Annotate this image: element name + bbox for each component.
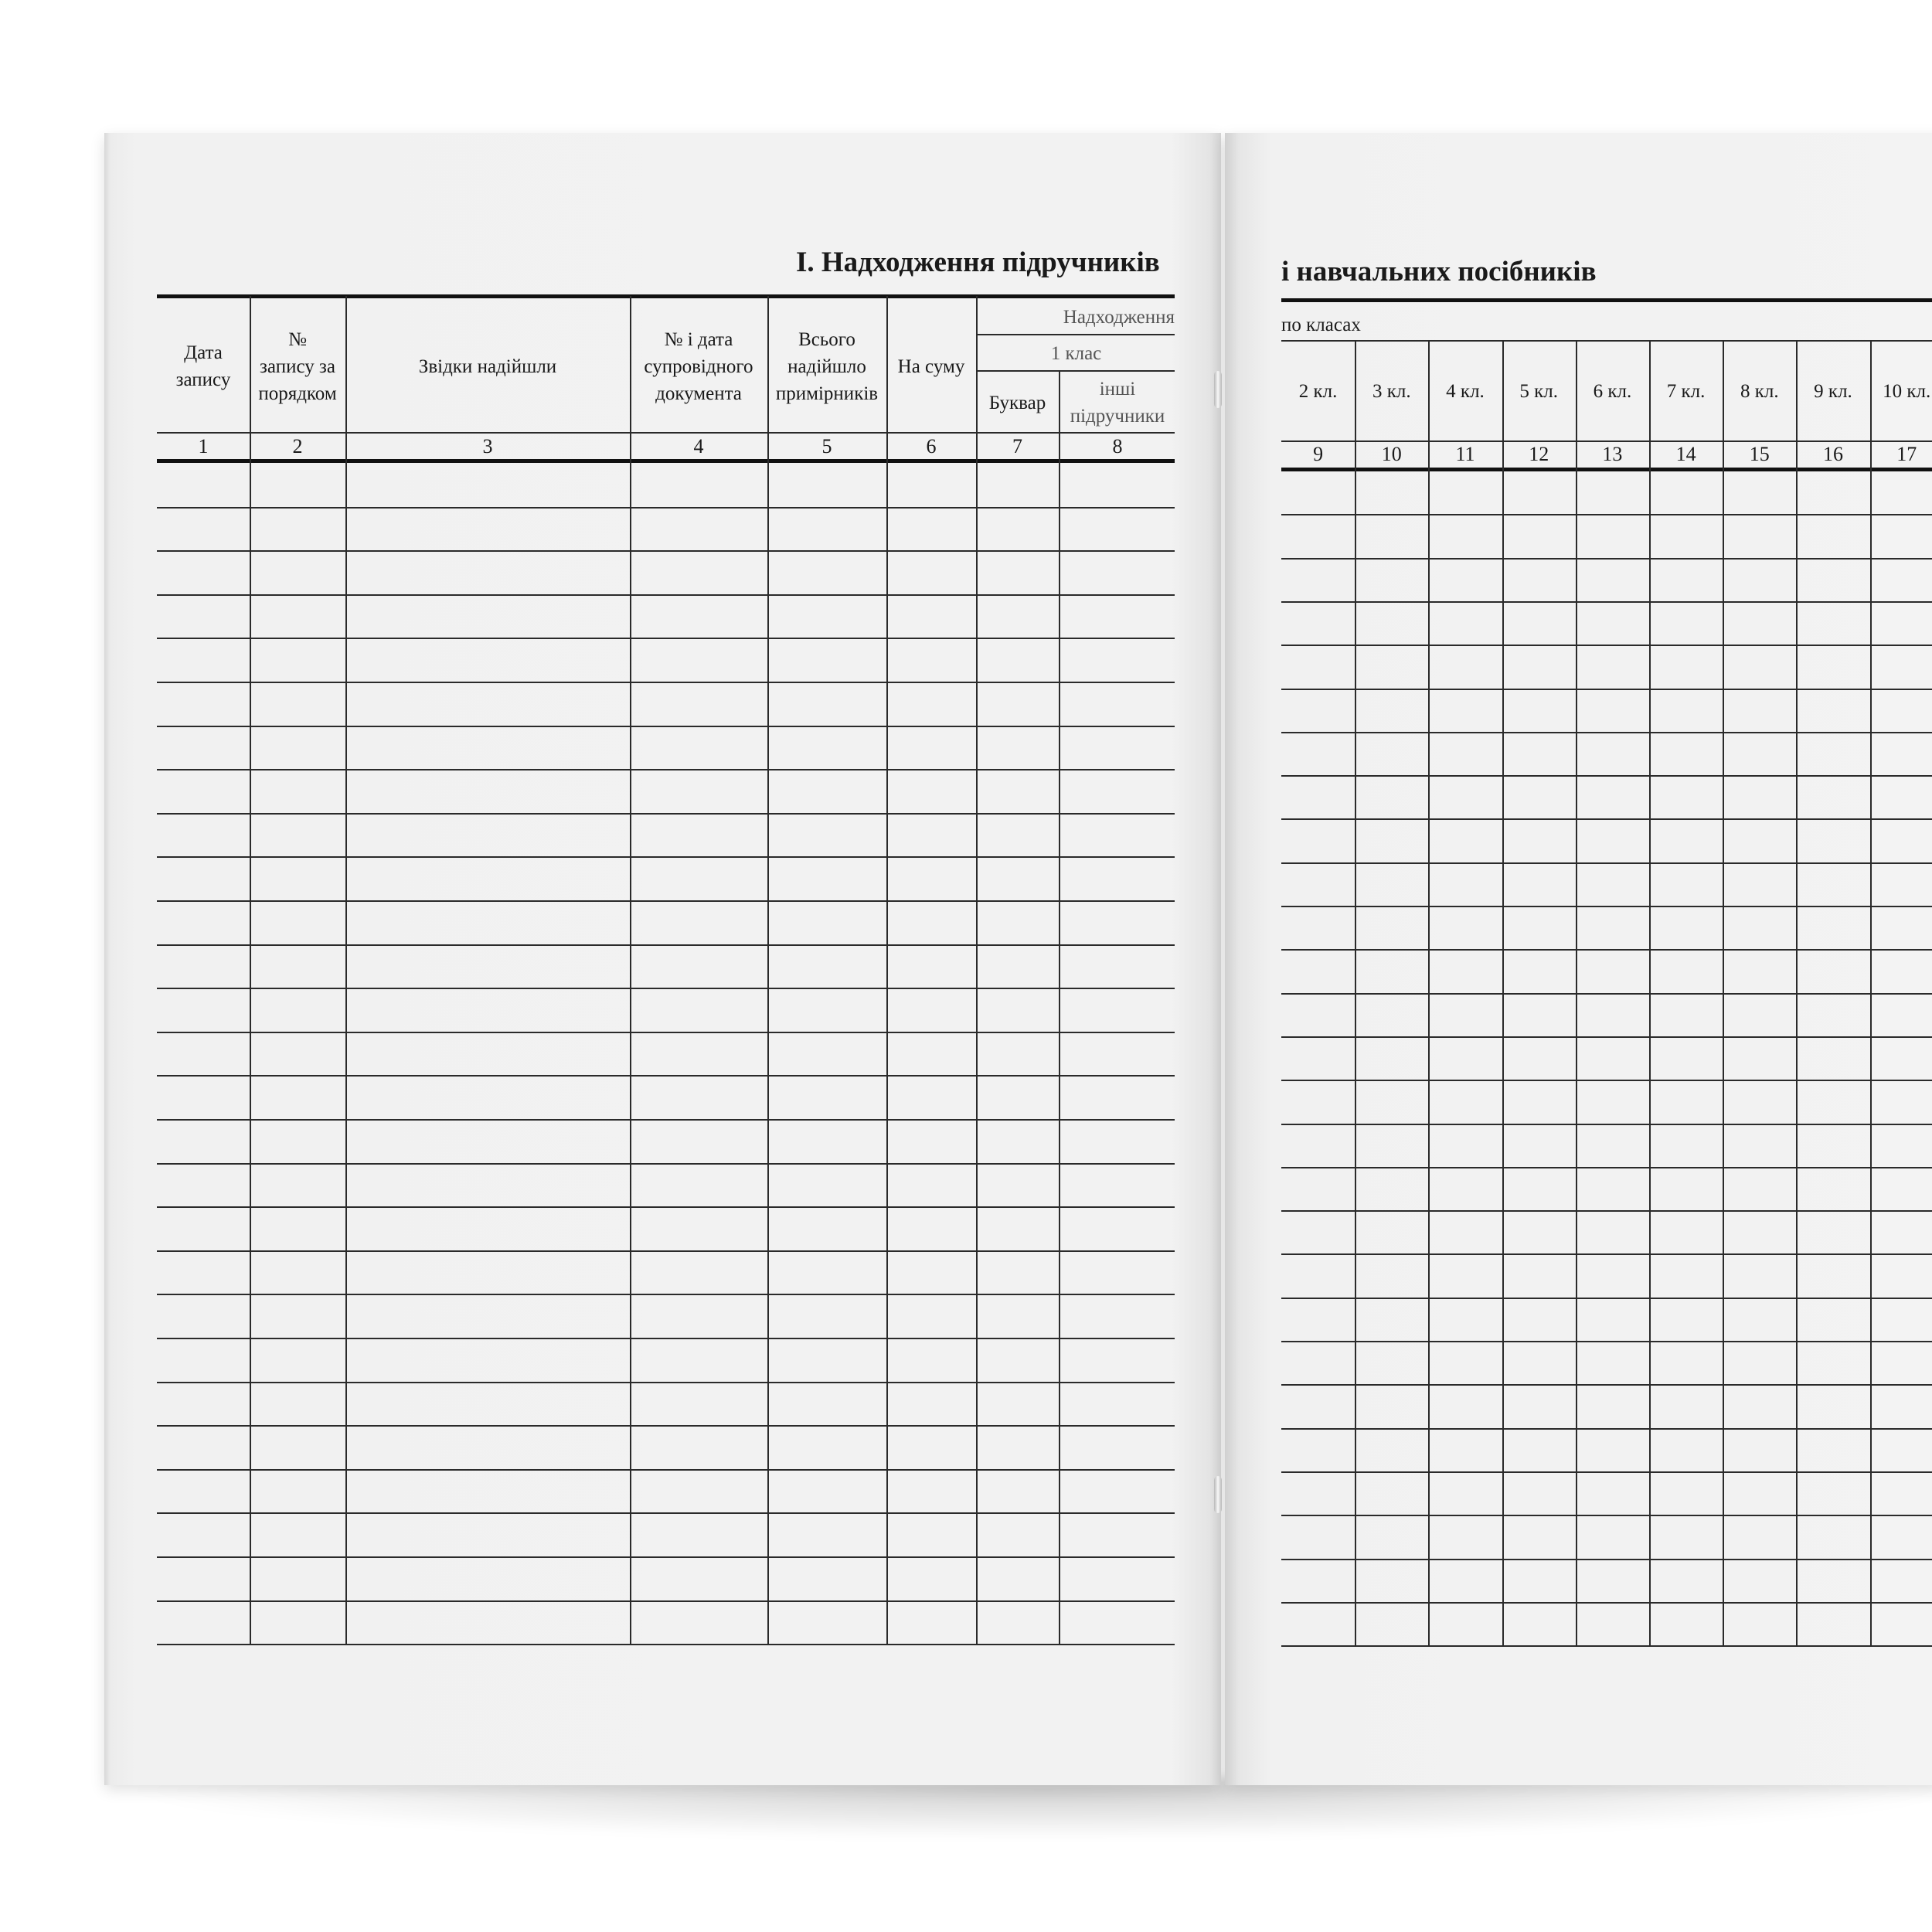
column-rule	[767, 296, 769, 1644]
subgroup-header-grade1: 1 клас	[1050, 342, 1102, 364]
col-header-grade: 5 кл.	[1519, 380, 1558, 402]
col-header-grade: 8 кл.	[1740, 380, 1779, 402]
col-header-grade: 2 кл.	[1298, 380, 1338, 402]
row-rule	[1281, 645, 1932, 646]
row-rule	[157, 900, 1175, 902]
numbers-bottom-rule	[1281, 468, 1932, 471]
row-rule	[1281, 775, 1932, 777]
table-top-rule	[157, 294, 1175, 298]
row-rule	[1281, 732, 1932, 733]
column-rule	[345, 296, 347, 1644]
col-number: 16	[1822, 443, 1843, 465]
column-rule	[1502, 342, 1504, 1645]
header-bottom-rule	[1281, 440, 1932, 442]
col-number: 11	[1455, 443, 1475, 465]
staple-top	[1214, 371, 1222, 408]
row-rule	[1281, 1341, 1932, 1342]
row-rule	[1281, 949, 1932, 951]
row-rule	[1281, 1080, 1932, 1081]
row-rule	[1281, 1298, 1932, 1299]
col-header-grade: 4 кл.	[1446, 380, 1485, 402]
row-rule	[157, 1644, 1175, 1645]
row-rule	[157, 856, 1175, 858]
col-number: 10	[1381, 443, 1402, 465]
row-rule	[157, 944, 1175, 946]
col-header-grade: 3 кл.	[1372, 380, 1411, 402]
column-rule	[1576, 342, 1577, 1645]
col-number: 9	[1313, 443, 1324, 465]
row-rule	[1281, 1471, 1932, 1473]
col-number: 12	[1529, 443, 1549, 465]
row-rule	[157, 638, 1175, 639]
row-rule	[157, 1382, 1175, 1383]
column-rule	[1059, 372, 1060, 1644]
row-rule	[157, 1119, 1175, 1121]
row-rule	[157, 1294, 1175, 1295]
col-number-7: 7	[1012, 435, 1022, 457]
row-rule	[157, 1556, 1175, 1558]
group-header-receipt: Надходження	[1063, 306, 1175, 328]
col-header-grade: 10 кл.	[1883, 380, 1931, 402]
row-rule	[1281, 862, 1932, 864]
row-rule	[157, 1512, 1175, 1514]
row-rule	[1281, 514, 1932, 515]
col-header-document: № і дата супровідного документа	[644, 328, 753, 404]
col-number-8: 8	[1112, 435, 1123, 457]
row-rule	[1281, 1210, 1932, 1212]
row-rule	[157, 1469, 1175, 1471]
row-rule	[1281, 1515, 1932, 1516]
column-rule	[1355, 342, 1356, 1645]
left-page-title: I. Надходження підручників	[796, 247, 1160, 278]
column-rule	[1428, 342, 1430, 1645]
row-rule	[1281, 1384, 1932, 1386]
book-shadow	[116, 1777, 1932, 1839]
table-top-rule	[1281, 298, 1932, 302]
row-rule	[157, 769, 1175, 770]
header-bottom-rule	[157, 432, 1175, 434]
row-rule	[1281, 1124, 1932, 1125]
row-rule	[157, 1163, 1175, 1165]
row-rule	[157, 507, 1175, 509]
row-rule	[157, 1600, 1175, 1602]
row-rule	[157, 594, 1175, 596]
col-header-other-textbooks: інші підручники	[1070, 379, 1165, 427]
col-number-4: 4	[693, 435, 704, 457]
column-rule	[1723, 342, 1724, 1645]
column-rule	[886, 296, 888, 1644]
row-rule	[157, 550, 1175, 552]
col-header-total-copies: Всього надійшло примірників	[775, 328, 879, 404]
row-rule	[1281, 689, 1932, 690]
numbers-bottom-rule	[157, 459, 1175, 463]
col-header-date: Дата запису	[175, 342, 231, 390]
col-header-grade: 7 кл.	[1666, 380, 1706, 402]
row-rule	[1281, 1559, 1932, 1560]
col-header-sum: На суму	[897, 355, 965, 377]
group-rule	[978, 334, 1175, 335]
row-rule	[1281, 993, 1932, 995]
column-rule	[630, 296, 631, 1644]
col-number: 15	[1749, 443, 1770, 465]
col-number-2: 2	[292, 435, 303, 457]
column-rule	[1796, 342, 1798, 1645]
column-rule	[976, 296, 978, 1644]
group-rule	[1281, 340, 1932, 342]
subgroup-rule	[978, 370, 1175, 372]
row-rule	[157, 813, 1175, 815]
row-rule	[1281, 1428, 1932, 1430]
row-rule	[157, 988, 1175, 989]
row-rule	[157, 1250, 1175, 1252]
group-header-by-grades: по класах	[1281, 314, 1361, 335]
row-rule	[157, 1032, 1175, 1033]
row-rule	[157, 682, 1175, 683]
col-number-5: 5	[821, 435, 832, 457]
column-rule	[1649, 342, 1651, 1645]
row-rule	[157, 1206, 1175, 1208]
col-number: 14	[1675, 443, 1696, 465]
row-rule	[157, 1425, 1175, 1427]
col-header-entry-number: № запису за порядком	[258, 328, 337, 404]
row-rule	[1281, 601, 1932, 603]
col-number: 17	[1896, 443, 1917, 465]
row-rule	[1281, 906, 1932, 907]
col-header-primer: Буквар	[988, 392, 1046, 413]
right-page-title: і навчальних посібників	[1281, 256, 1597, 287]
row-rule	[1281, 818, 1932, 820]
staple-bottom	[1214, 1476, 1222, 1513]
row-rule	[1281, 1602, 1932, 1604]
row-rule	[157, 726, 1175, 727]
column-rule	[250, 296, 251, 1644]
row-rule	[1281, 1036, 1932, 1038]
row-rule	[1281, 1253, 1932, 1255]
col-number-6: 6	[926, 435, 937, 457]
column-rule	[1870, 342, 1872, 1645]
col-number-1: 1	[198, 435, 209, 457]
row-rule	[157, 1075, 1175, 1077]
row-rule	[157, 1338, 1175, 1339]
col-header-grade: 9 кл.	[1814, 380, 1852, 402]
row-rule	[1281, 1645, 1932, 1647]
row-rule	[1281, 558, 1932, 560]
col-number-3: 3	[482, 435, 493, 457]
col-header-grade: 6 кл.	[1593, 380, 1632, 402]
col-number: 13	[1602, 443, 1623, 465]
col-header-source: Звідки надійшли	[418, 355, 557, 377]
row-rule	[1281, 1167, 1932, 1168]
